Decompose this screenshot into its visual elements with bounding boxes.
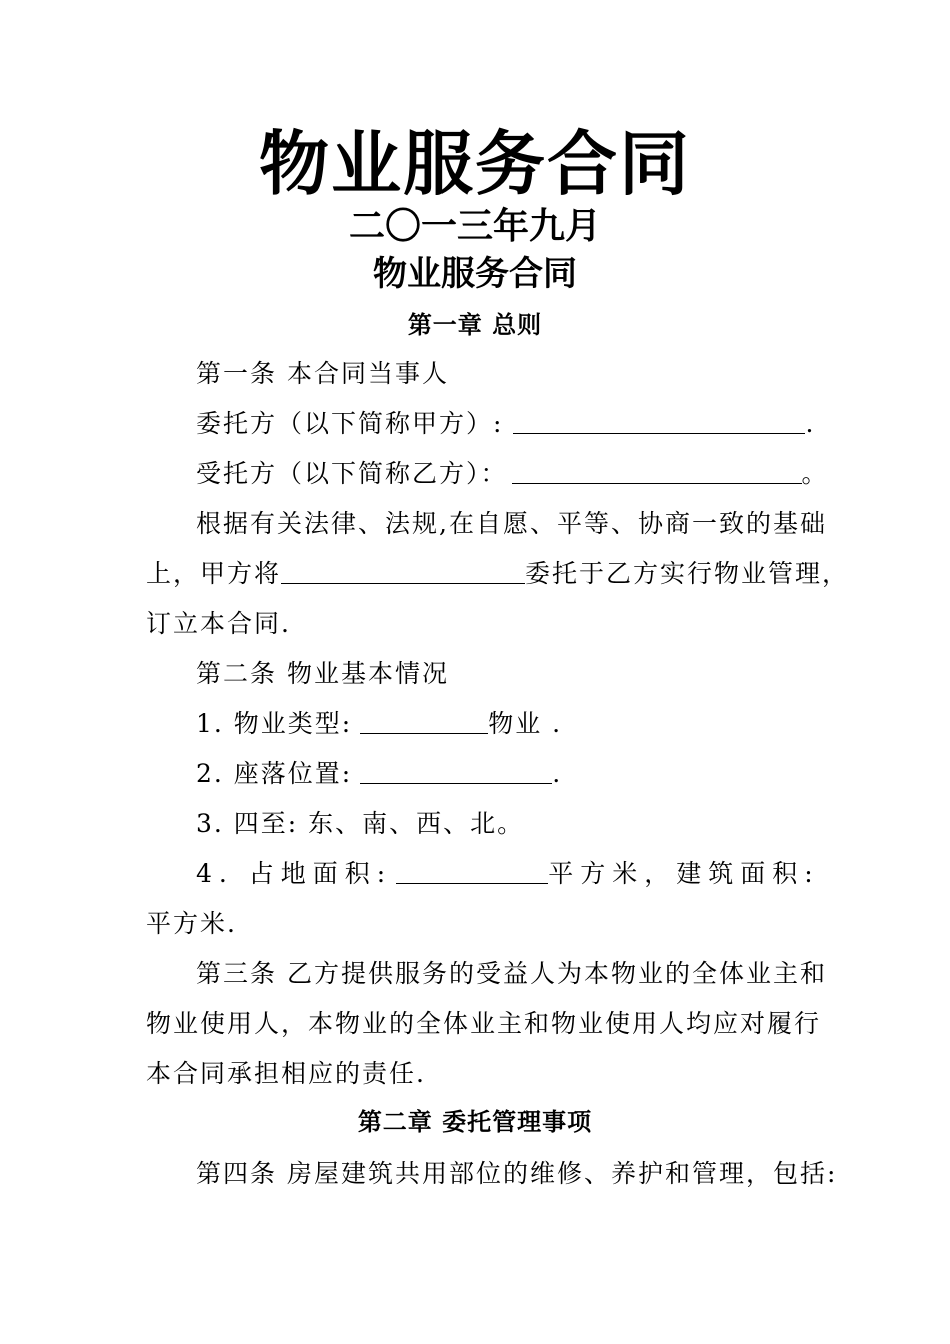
article-1: 第一条 本合同当事人 bbox=[196, 359, 449, 388]
article-3-line-2: 物业使用人，本物业的全体业主和物业使用人均应对履行 bbox=[146, 1009, 822, 1038]
document-subtitle: 物业服务合同 bbox=[373, 254, 577, 294]
item-4-mid: 平方米，建筑面积: bbox=[548, 859, 820, 888]
party-b-end: 。 bbox=[801, 459, 829, 488]
basis-line-2-pre: 上，甲方将 bbox=[146, 559, 282, 588]
item-2-line bbox=[196, 758, 562, 790]
party-b-label: 受托方（以下简称乙方）： bbox=[196, 459, 508, 488]
property-blank[interactable] bbox=[281, 559, 525, 584]
party-a-blank[interactable] bbox=[513, 409, 805, 434]
party-a-end: . bbox=[805, 409, 816, 438]
basis-line-1: 根据有关法律、法规,在自愿、平等、协商一致的基础 bbox=[196, 509, 827, 538]
document-title: 物业服务合同 bbox=[259, 123, 691, 205]
article-2: 第二条 物业基本情况 bbox=[196, 659, 449, 688]
chapter-1-heading: 第一章 总则 bbox=[407, 310, 543, 339]
item-1-line bbox=[196, 708, 562, 740]
item-1-label: 1. 物业类型: bbox=[196, 709, 353, 738]
party-a-line bbox=[196, 408, 815, 440]
party-b-blank[interactable] bbox=[512, 459, 802, 484]
land-area-blank[interactable] bbox=[396, 859, 548, 884]
basis-line-3: 订立本合同. bbox=[146, 609, 291, 638]
location-blank[interactable] bbox=[360, 759, 552, 784]
item-2-label: 2. 座落位置: bbox=[196, 759, 353, 788]
item-2-end: . bbox=[552, 759, 563, 788]
chapter-2-heading: 第二章 委托管理事项 bbox=[357, 1107, 593, 1136]
basis-line-2-post: 委托于乙方实行物业管理， bbox=[525, 559, 850, 588]
item-1-post: 物业 . bbox=[488, 709, 563, 738]
item-4-line-2: 平方米. bbox=[146, 909, 237, 938]
article-3-line-3: 本合同承担相应的责任. bbox=[146, 1059, 426, 1088]
party-b-line bbox=[196, 458, 829, 490]
article-3-line-1: 第三条 乙方提供服务的受益人为本物业的全体业主和 bbox=[196, 959, 827, 988]
item-4-line bbox=[196, 858, 820, 890]
basis-line-2 bbox=[146, 558, 849, 590]
document-date: 二〇一三年九月 bbox=[348, 206, 601, 247]
item-3: 3. 四至: 东、南、西、北。 bbox=[196, 809, 525, 838]
article-4: 第四条 房屋建筑共用部位的维修、养护和管理，包括: bbox=[196, 1159, 838, 1188]
item-4-label: 4. 占地面积: bbox=[196, 859, 393, 888]
property-type-blank[interactable] bbox=[360, 709, 488, 734]
party-a-label: 委托方（以下简称甲方）: bbox=[196, 409, 504, 438]
